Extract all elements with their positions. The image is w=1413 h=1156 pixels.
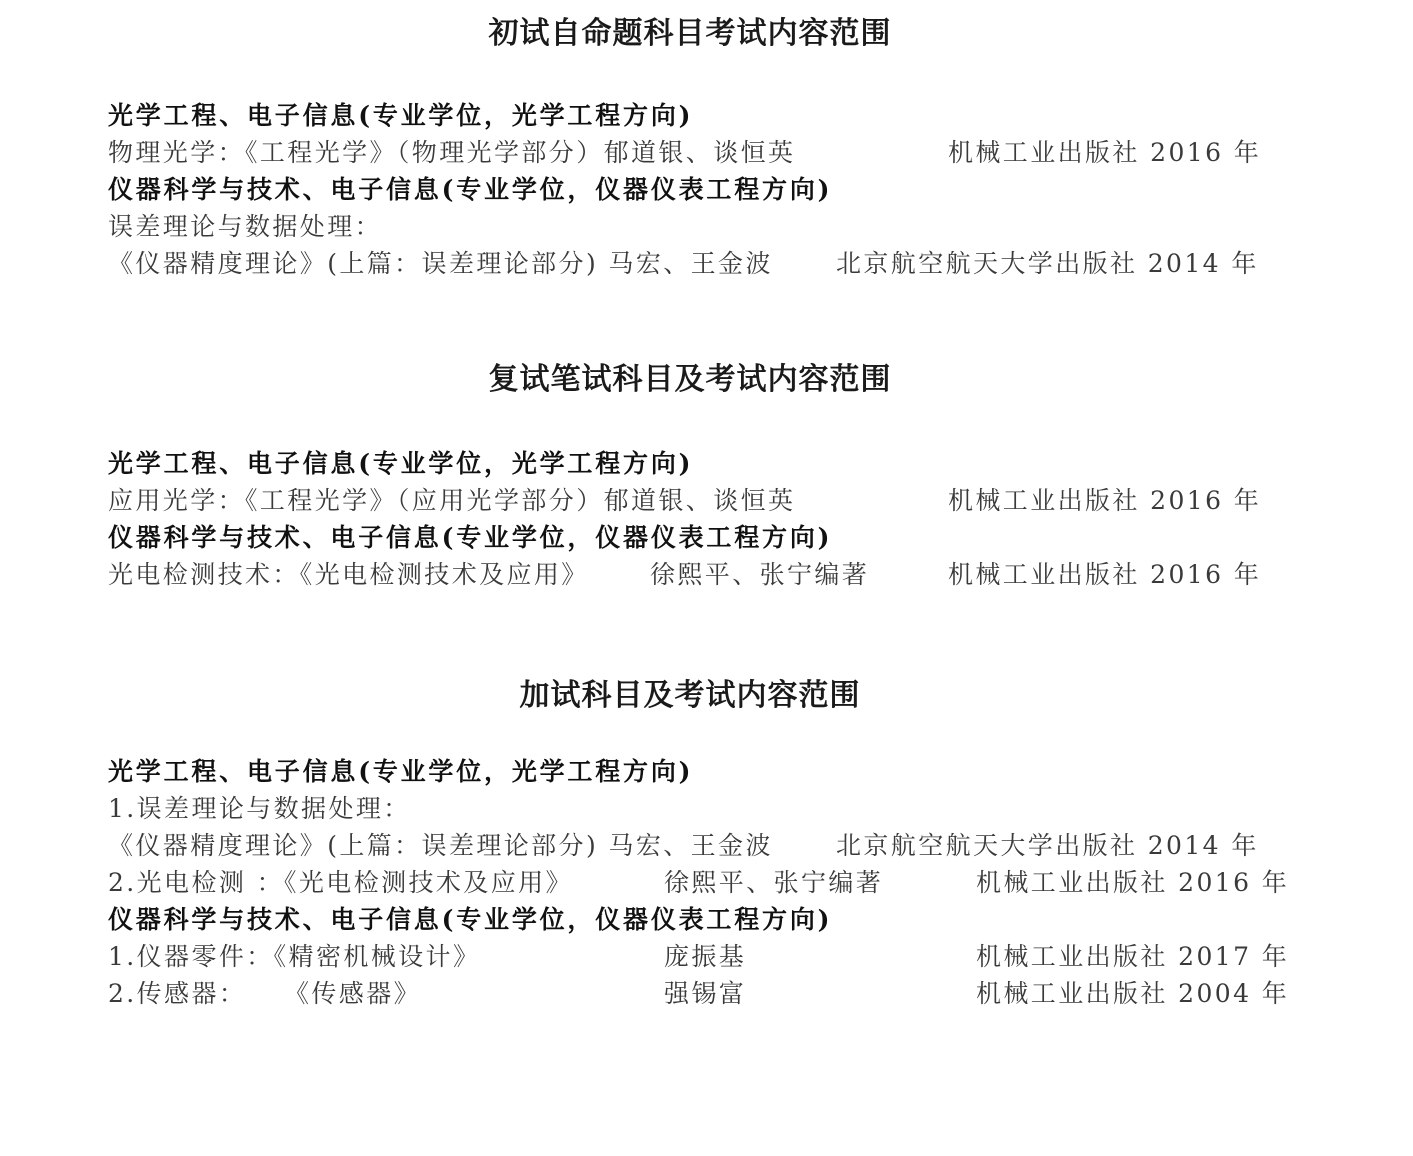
program-heading-instrument-science: 仪器科学与技术、电子信息(专业学位，仪器仪表工程方向)	[108, 523, 833, 552]
book-author: 徐熙平、张宁编著	[664, 868, 884, 897]
book-subject: 《仪器精度理论》(上篇：误差理论部分) 马宏、王金波	[108, 831, 773, 860]
book-publisher: 机械工业出版社 2016 年	[948, 138, 1262, 167]
book-publisher: 北京航空航天大学出版社 2014 年	[836, 249, 1259, 278]
program-heading-instrument-science: 仪器科学与技术、电子信息(专业学位，仪器仪表工程方向)	[108, 175, 833, 204]
subject-label-error-theory: 1.误差理论与数据处理：	[108, 794, 411, 823]
book-subject: 2.光电检测 ：《光电检测技术及应用》	[108, 868, 573, 897]
section-title-retest-written: 复试笔试科目及考试内容范围	[488, 362, 892, 397]
section-title-preliminary: 初试自命题科目考试内容范围	[488, 16, 892, 51]
subject-label-error-theory: 误差理论与数据处理：	[108, 212, 383, 241]
book-publisher: 机械工业出版社 2016 年	[976, 868, 1290, 897]
book-author: 庞振基	[664, 942, 747, 971]
section-title-additional: 加试科目及考试内容范围	[519, 678, 861, 713]
book-publisher: 北京航空航天大学出版社 2014 年	[836, 831, 1259, 860]
book-subject: 物理光学：《工程光学》（物理光学部分）郁道银、谈恒英	[108, 138, 796, 167]
book-subject: 光电检测技术：《光电检测技术及应用》	[108, 560, 589, 589]
program-heading-optical-engineering: 光学工程、电子信息(专业学位，光学工程方向)	[108, 101, 694, 130]
program-heading-optical-engineering: 光学工程、电子信息(专业学位，光学工程方向)	[108, 449, 694, 478]
book-title: 《传感器》	[284, 979, 422, 1008]
book-author: 强锡富	[664, 979, 747, 1008]
book-publisher: 机械工业出版社 2017 年	[976, 942, 1290, 971]
book-author: 徐熙平、张宁编著	[650, 560, 870, 589]
book-subject: 应用光学：《工程光学》（应用光学部分）郁道银、谈恒英	[108, 486, 796, 515]
book-publisher: 机械工业出版社 2016 年	[948, 560, 1262, 589]
program-heading-instrument-science: 仪器科学与技术、电子信息(专业学位，仪器仪表工程方向)	[108, 905, 833, 934]
book-subject: 2.传感器：	[108, 979, 247, 1008]
book-entry-sensors	[108, 976, 1290, 1156]
book-subject: 1.仪器零件：《精密机械设计》	[108, 942, 481, 971]
program-heading-optical-engineering: 光学工程、电子信息(专业学位，光学工程方向)	[108, 757, 694, 786]
book-entry-instrument-precision	[108, 246, 1259, 354]
book-publisher: 机械工业出版社 2004 年	[976, 979, 1290, 1008]
book-subject: 《仪器精度理论》(上篇：误差理论部分) 马宏、王金波	[108, 249, 773, 278]
book-publisher: 机械工业出版社 2016 年	[948, 486, 1262, 515]
